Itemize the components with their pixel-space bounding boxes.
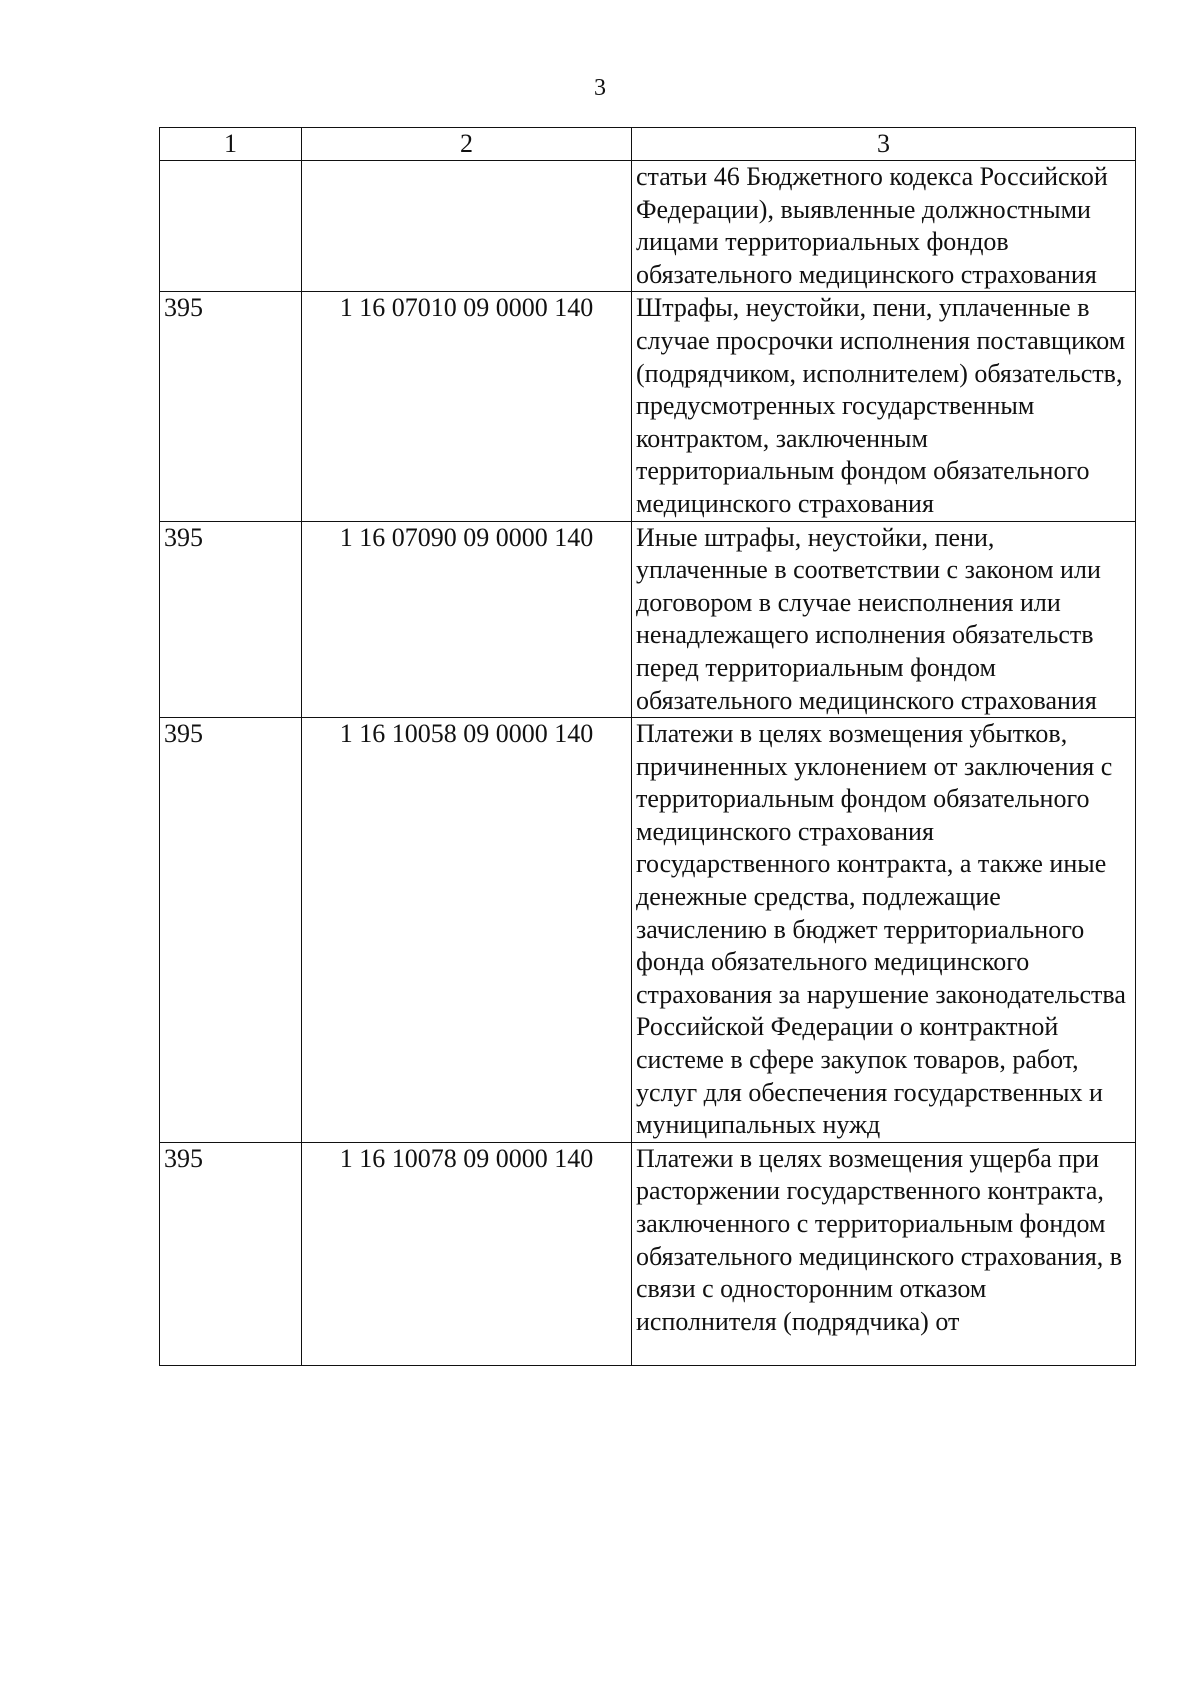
kbk-code-cell: 1 16 07010 09 0000 140 (302, 292, 632, 521)
kbk-code-cell: 1 16 07090 09 0000 140 (302, 521, 632, 718)
column-header-1: 1 (160, 128, 302, 161)
revenue-name-cell: Платежи в целях возмещения убытков, причиненных уклонением от заключения с территориальным фондом обязательного медицинского страхования государственного контракта, а также иные денежные средства, подлежащие зачислению в бюджет территориального фонда обязательного медицинского страхования за нарушение законодательства Российской Федерации о контрактной системе в сфере закупок товаров, работ, услуг для обеспечения государственных и муниципальных нужд (632, 718, 1136, 1143)
table-row (160, 292, 1136, 521)
table-row (160, 521, 1136, 718)
table-header-row (160, 128, 1136, 161)
admin-code-cell: 395 (160, 521, 302, 718)
revenue-name-cell: Иные штрафы, неустойки, пени, уплаченные в соответствии с законом или договором в случае неисполнения или ненадлежащего исполнения обязательств перед территориальным фондом обязательного медицинского страхования (632, 521, 1136, 718)
revenue-name-cell: Платежи в целях возмещения ущерба при расторжении государственного контракта, заключенного с территориальным фондом обязательного медицинского страхования, в связи с односторонним отказом исполнителя (подрядчика) от (632, 1142, 1136, 1365)
column-header-3: 3 (632, 128, 1136, 161)
table-row (160, 718, 1136, 1143)
admin-code-cell: 395 (160, 292, 302, 521)
table-row (160, 161, 1136, 292)
kbk-code-cell: 1 16 10058 09 0000 140 (302, 718, 632, 1143)
revenue-name-cell: статьи 46 Бюджетного кодекса Российской Федерации), выявленные должностными лицами территориальных фондов обязательного медицинского страхования (632, 161, 1136, 292)
column-header-2: 2 (302, 128, 632, 161)
table-row (160, 1142, 1136, 1365)
kbk-code-cell: 1 16 10078 09 0000 140 (302, 1142, 632, 1365)
admin-code-cell: 395 (160, 718, 302, 1143)
admin-code-cell (160, 161, 302, 292)
kbk-code-cell (302, 161, 632, 292)
revenue-name-cell: Штрафы, неустойки, пени, уплаченные в случае просрочки исполнения поставщиком (подрядчиком, исполнителем) обязательств, предусмотренных государственным контрактом, заключенным территориальным фондом обязательного медицинского страхования (632, 292, 1136, 521)
page-number: 3 (594, 75, 606, 101)
budget-codes-table (159, 127, 1136, 1366)
admin-code-cell: 395 (160, 1142, 302, 1365)
